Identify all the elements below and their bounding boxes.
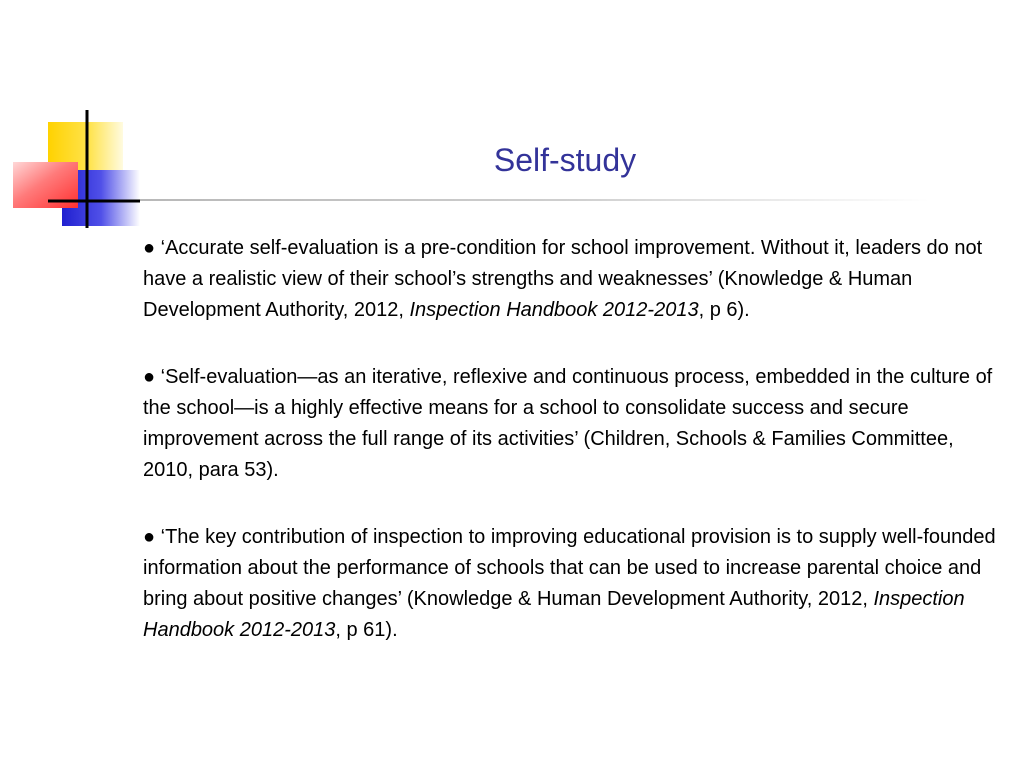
bullet-symbol: ● (143, 366, 156, 388)
bullet-symbol: ● (143, 526, 156, 548)
slide-title: Self-study (493, 142, 637, 178)
bullet-symbol: ● (143, 237, 156, 259)
bullet-item-2 (143, 362, 1005, 486)
bullet-text-end: , p 6). (698, 299, 750, 321)
bullet-text-italic: Inspection Handbook 2012-2013 (143, 588, 965, 641)
title-divider (140, 199, 930, 201)
bullet-text: ‘Self-evaluation—as an iterative, reflexive and continuous process, embedded in the culture of the school—is a highly effective means for a school to consolidate success and secure improvement across the full range of its activities’ (Children, Schools & Families Committee, 2010, para 53). (143, 366, 993, 481)
bullet-item-1 (143, 233, 1005, 326)
bullet-text-italic: Inspection Handbook 2012-2013 (409, 299, 699, 321)
decorative-squares-logo (0, 0, 200, 240)
bullet-text: ‘Accurate self-evaluation is a pre-condition for school improvement. Without it, leaders do not have a realistic view of their school’s strengths and weaknesses’ (Knowledge & Human Development Authority, 2012, (143, 237, 983, 321)
slide-content (143, 233, 1005, 646)
bullet-text-end: , p 61). (335, 619, 398, 641)
bullet-item-3 (143, 522, 1005, 646)
bullet-text: ‘The key contribution of inspection to improving educational provision is to supply well-founded information about the performance of schools that can be used to increase parental choice and bring about positive changes’ (Knowledge & Human Development Authority, 2012, (143, 526, 996, 610)
